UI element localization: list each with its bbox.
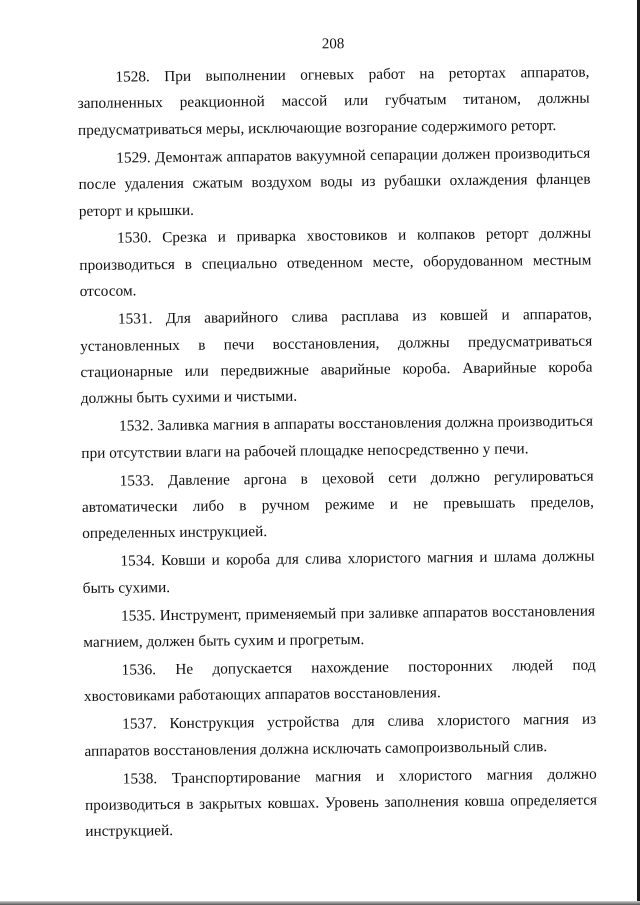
paragraph-1536: 1536. Не допускается нахождение посторонних людей под хвостовиками работающих аппаратов восстановления. <box>83 656 596 706</box>
paragraph-1529: 1529. Демонтаж аппаратов вакуумной сепарации должен производиться после удаления сжатым воздухом воды из рубашки охлаждения фланцев реторт и крышки. <box>78 144 591 220</box>
paragraph-1533: 1533. Давление аргона в цеховой сети должно регулироваться автоматически либо в ручном режиме и не превышать пределов, определенных инструкцией. <box>81 467 594 543</box>
document-page <box>77 33 597 848</box>
paragraph-1535: 1535. Инструмент, применяемый при заливке аппаратов восстановления магнием, должен быть сухим и прогретым. <box>83 602 596 651</box>
paragraph-1537: 1537. Конструкция устройства для слива хлористого магния из аппаратов восстановления должна исключать самопроизвольный слив. <box>84 710 597 760</box>
paragraph-1538: 1538. Транспортирование магния и хлористого магния должно производиться в закрытых ковшах. Уровень заполнения ковша определяется инструкцией. <box>84 765 598 841</box>
paragraph-1531: 1531. Для аварийного слива расплава из ковшей и аппаратов, установленных в печи восстановления, должны предусматриваться стационарные или передвижные аварийные короба. Аварийные короба должны быть сухими и чистыми. <box>80 305 593 408</box>
scan-border-bottom <box>0 901 640 905</box>
paragraph-1528: 1528. При выполнении огневых работ на ретортах аппаратов, заполненных реакционной массой или губчатым титаном, должны предусматриваться меры, исключающие возгорание содержимого реторт. <box>77 63 590 139</box>
paragraph-1530: 1530. Срезка и приварка хвостовиков и колпаков реторт должны производиться в специально отведенном месте, оборудованном местным отсосом. <box>79 225 592 301</box>
paragraph-1534: 1534. Ковши и короба для слива хлористого магния и шлама должны быть сухими. <box>82 547 595 597</box>
paragraph-1532: 1532. Заливка магния в аппараты восстановления должна производиться при отсутствии влаги на рабочей площадке непосредственно у печи. <box>81 412 594 462</box>
page-number: 208 <box>321 36 345 53</box>
